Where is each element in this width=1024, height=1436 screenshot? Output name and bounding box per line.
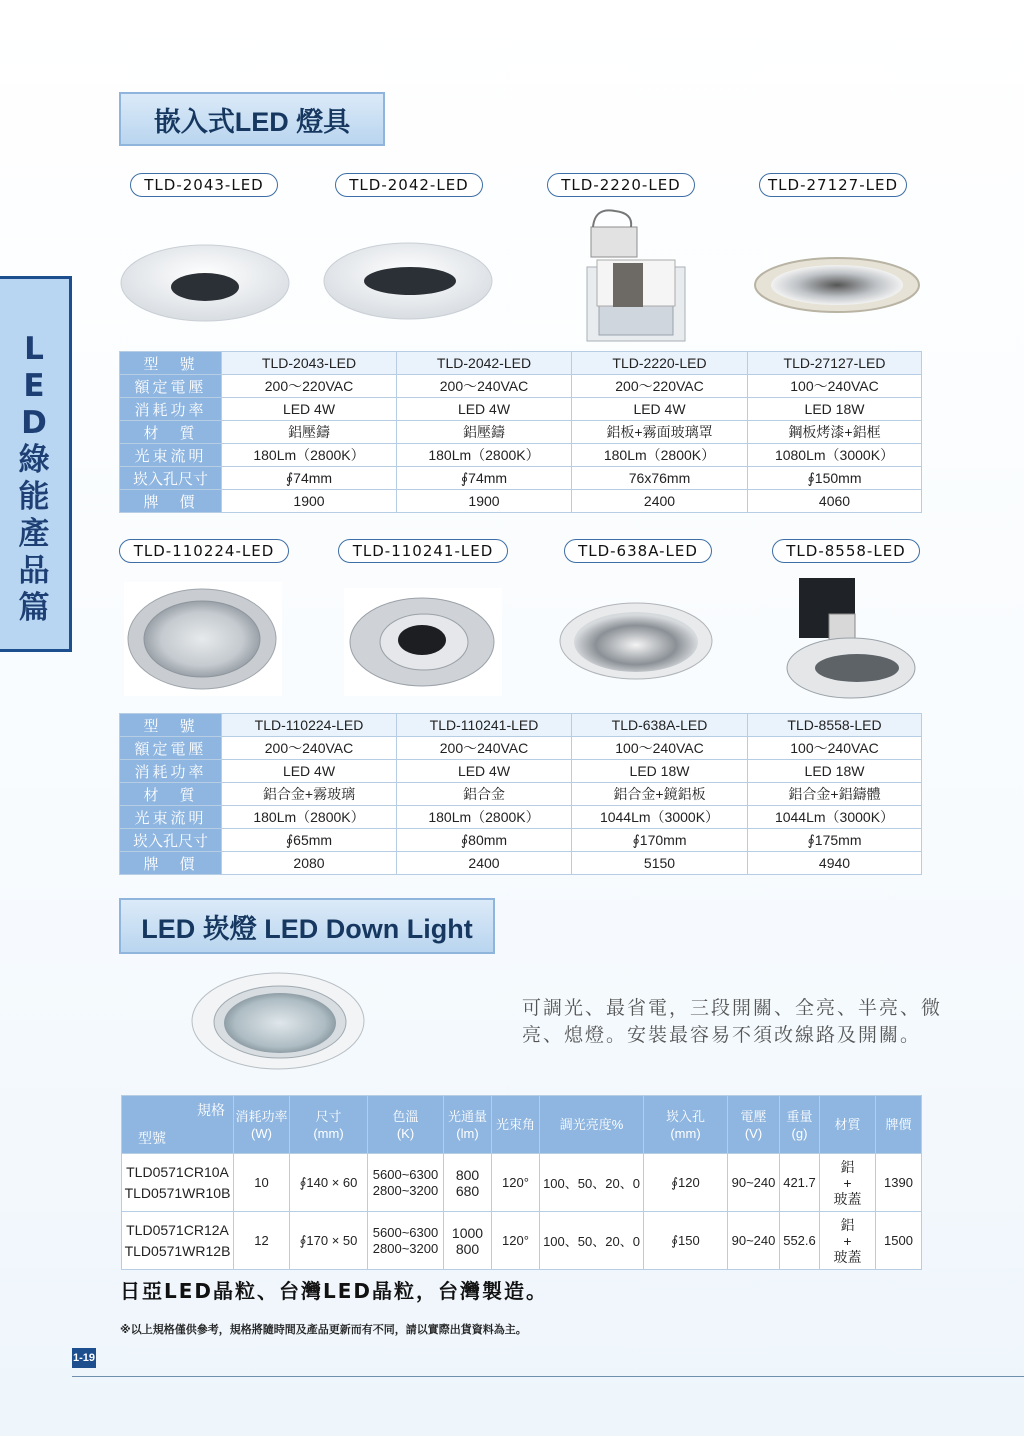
row-label: 消耗功率: [120, 760, 222, 783]
cell-lumen: [444, 1154, 492, 1212]
cell-power: 12: [234, 1212, 290, 1270]
header-weight: 重量 (g): [780, 1096, 820, 1154]
cell-voltage: 90~240: [728, 1154, 780, 1212]
table-row: [120, 829, 922, 852]
cell-voltage: 100～240VAC: [748, 375, 922, 398]
header-hole: 崁入孔 (mm): [644, 1096, 728, 1154]
material-part: 玻蓋: [833, 1248, 862, 1265]
origin-statement: 日亞LED晶粒、台灣LED晶粒，台灣製造。: [120, 1279, 549, 1303]
table-row: [120, 421, 922, 444]
table-row: [120, 852, 922, 875]
cct-value: 2800~3200: [372, 1182, 439, 1198]
cell-material: 鋁壓鑄: [397, 421, 572, 444]
product-image-tld-2042: [318, 235, 498, 325]
cell-model: TLD-638A-LED: [572, 714, 748, 737]
cell-model: TLD-110241-LED: [397, 714, 572, 737]
cell-hole: ∮150mm: [748, 467, 922, 490]
cell-power: LED 18W: [748, 760, 922, 783]
model-pill: TLD-8558-LED: [772, 539, 920, 563]
cell-price: 5150: [572, 852, 748, 875]
lumen-value: 800: [455, 1240, 480, 1257]
cell-hole: ∮74mm: [222, 467, 397, 490]
table-row: [120, 806, 922, 829]
cell-model: [122, 1154, 234, 1212]
product-image-tld-2043: [115, 235, 295, 325]
cell-material: 鋁合金: [397, 783, 572, 806]
cell-price: 2080: [222, 852, 397, 875]
cell-size: ∮170 × 50: [290, 1212, 368, 1270]
cell-hole: ∮120: [644, 1154, 728, 1212]
header-price: 牌價: [876, 1096, 922, 1154]
lumen-value: 1000: [451, 1224, 484, 1241]
cell-material: [820, 1154, 876, 1212]
spec-table-group2: [119, 713, 922, 875]
header-material: 材質: [820, 1096, 876, 1154]
cell-model: TLD-8558-LED: [748, 714, 922, 737]
row-label: 額定電壓: [120, 375, 222, 398]
model-code: TLD0571CR12A: [126, 1221, 229, 1238]
product-image-tld-8558: [785, 576, 919, 700]
row-label: 牌 價: [120, 852, 222, 875]
table-row: [122, 1212, 922, 1270]
cell-power: 10: [234, 1154, 290, 1212]
cell-price: 2400: [572, 490, 748, 513]
cell-beam-angle: 120°: [492, 1154, 540, 1212]
table-row: [120, 490, 922, 513]
cell-model: [122, 1212, 234, 1270]
table-row: [120, 783, 922, 806]
side-category-tab: [0, 276, 72, 652]
model-pill: TLD-2042-LED: [335, 173, 483, 197]
cell-price: 1500: [876, 1212, 922, 1270]
cell-material: 鋁壓鑄: [222, 421, 397, 444]
cell-hole: ∮74mm: [397, 467, 572, 490]
model-code: TLD0571WR12B: [124, 1242, 231, 1259]
model-pill: TLD-2220-LED: [547, 173, 695, 197]
cell-model: TLD-110224-LED: [222, 714, 397, 737]
cell-material: 鋁合金+霧玻璃: [222, 783, 397, 806]
header-beam-angle: 光束角: [492, 1096, 540, 1154]
corner-spec-label: 規格: [197, 1102, 225, 1118]
product-image-tld-27127: [753, 255, 923, 315]
cell-dimming: 100、50、20、0: [540, 1154, 644, 1212]
footer-divider: [72, 1376, 1024, 1377]
row-label: 額定電壓: [120, 737, 222, 760]
cct-value: 5600~6300: [372, 1224, 439, 1240]
side-category-label: LED綠能產品篇: [18, 331, 50, 626]
description-line: 可調光、最省電，三段開關、全亮、半亮、微: [522, 997, 943, 1019]
header-lumen: 光通量 (lm): [444, 1096, 492, 1154]
cell-price: 4060: [748, 490, 922, 513]
cell-cct: [368, 1212, 444, 1270]
table-row: [120, 444, 922, 467]
model-code: TLD0571WR10B: [124, 1184, 231, 1201]
cell-model: TLD-27127-LED: [748, 352, 922, 375]
material-part: +: [843, 1232, 852, 1249]
material-part: +: [843, 1174, 852, 1191]
cell-power: LED 4W: [397, 760, 572, 783]
cell-voltage: 90~240: [728, 1212, 780, 1270]
header-cct: 色溫 (K): [368, 1096, 444, 1154]
table-header-row: [122, 1096, 922, 1154]
cell-lumen: 180Lm（2800K）: [222, 806, 397, 829]
cell-hole: ∮65mm: [222, 829, 397, 852]
row-label: 型 號: [120, 714, 222, 737]
cct-value: 5600~6300: [372, 1166, 439, 1182]
header-corner: [122, 1096, 234, 1154]
model-pill: TLD-638A-LED: [564, 539, 712, 563]
product-image-tld-110241: [344, 588, 502, 696]
cell-model: TLD-2042-LED: [397, 352, 572, 375]
cell-voltage: 200～240VAC: [397, 375, 572, 398]
cell-hole: ∮170mm: [572, 829, 748, 852]
cell-price: 1390: [876, 1154, 922, 1212]
table-row: [120, 375, 922, 398]
description-line: 亮、熄燈。安裝最容易不須改線路及開關。: [522, 1024, 922, 1046]
cell-weight: 421.7: [780, 1154, 820, 1212]
cell-power: LED 4W: [572, 398, 748, 421]
cell-material: 鋁板+霧面玻璃罩: [572, 421, 748, 444]
cell-hole: 76x76mm: [572, 467, 748, 490]
row-label: 光束流明: [120, 806, 222, 829]
cell-price: 1900: [397, 490, 572, 513]
cell-hole: ∮150: [644, 1212, 728, 1270]
cell-lumen: 180Lm（2800K）: [222, 444, 397, 467]
material-part: 鋁: [840, 1216, 855, 1233]
row-label: 崁入孔尺寸: [120, 467, 222, 490]
cct-value: 2800~3200: [372, 1240, 439, 1256]
cell-voltage: 200～240VAC: [397, 737, 572, 760]
cell-voltage: 200～240VAC: [222, 737, 397, 760]
cell-hole: ∮175mm: [748, 829, 922, 852]
cell-power: LED 4W: [222, 398, 397, 421]
cell-model: TLD-2043-LED: [222, 352, 397, 375]
disclaimer-note: ※以上規格僅供參考，規格將隨時間及產品更新而有不同，請以實際出貨資料為主。: [120, 1323, 527, 1336]
header-voltage: 電壓 (V): [728, 1096, 780, 1154]
cell-power: LED 4W: [397, 398, 572, 421]
header-size: 尺寸 (mm): [290, 1096, 368, 1154]
material-part: 鋁: [840, 1158, 855, 1175]
cell-weight: 552.6: [780, 1212, 820, 1270]
corner-model-label: 型號: [138, 1130, 166, 1146]
cell-lumen: 180Lm（2800K）: [397, 444, 572, 467]
cell-material: [820, 1212, 876, 1270]
cell-power: LED 4W: [222, 760, 397, 783]
cell-material: 鋼板烤漆+鋁框: [748, 421, 922, 444]
material-part: 玻蓋: [833, 1190, 862, 1207]
cell-price: 4940: [748, 852, 922, 875]
row-label: 材 質: [120, 783, 222, 806]
cell-material: 鋁合金+鋁鑄體: [748, 783, 922, 806]
cell-size: ∮140 × 60: [290, 1154, 368, 1212]
cell-price: 1900: [222, 490, 397, 513]
cell-lumen: [444, 1212, 492, 1270]
cell-hole: ∮80mm: [397, 829, 572, 852]
table-row: [120, 760, 922, 783]
table-row: [120, 714, 922, 737]
row-label: 材 質: [120, 421, 222, 444]
model-pill: TLD-110224-LED: [119, 539, 289, 563]
table-row: [120, 467, 922, 490]
model-pill: TLD-110241-LED: [338, 539, 508, 563]
cell-lumen: 180Lm（2800K）: [397, 806, 572, 829]
lumen-value: 680: [455, 1182, 480, 1199]
row-label: 消耗功率: [120, 398, 222, 421]
cell-lumen: 1044Lm（3000K）: [748, 806, 922, 829]
product-image-downlight: [188, 968, 368, 1074]
spec-table-group1: [119, 351, 922, 513]
product-image-tld-638a: [558, 600, 716, 682]
cell-lumen: 1080Lm（3000K）: [748, 444, 922, 467]
section-title-recessed: 嵌入式LED 燈具: [119, 92, 385, 146]
row-label: 牌 價: [120, 490, 222, 513]
model-code: TLD0571CR10A: [126, 1163, 229, 1180]
table-row: [122, 1154, 922, 1212]
cell-dimming: 100、50、20、0: [540, 1212, 644, 1270]
cell-voltage: 200～220VAC: [222, 375, 397, 398]
model-pill: TLD-27127-LED: [759, 173, 907, 197]
cell-cct: [368, 1154, 444, 1212]
cell-model: TLD-2220-LED: [572, 352, 748, 375]
cell-voltage: 200～220VAC: [572, 375, 748, 398]
cell-power: LED 18W: [572, 760, 748, 783]
cell-power: LED 18W: [748, 398, 922, 421]
page-number: 1-19: [72, 1348, 96, 1368]
row-label: 光束流明: [120, 444, 222, 467]
cell-price: 2400: [397, 852, 572, 875]
cell-voltage: 100～240VAC: [572, 737, 748, 760]
section-title-downlight: LED 崁燈 LED Down Light: [119, 898, 495, 954]
model-pill: TLD-2043-LED: [130, 173, 278, 197]
row-label: 型 號: [120, 352, 222, 375]
header-power: 消耗功率 (W): [234, 1096, 290, 1154]
cell-voltage: 100～240VAC: [748, 737, 922, 760]
table-row: [120, 398, 922, 421]
product-image-tld-110224: [124, 582, 282, 696]
header-dimming: 調光亮度%: [540, 1096, 644, 1154]
table-row: [120, 352, 922, 375]
cell-lumen: 1044Lm（3000K）: [572, 806, 748, 829]
downlight-description: [522, 995, 962, 1049]
cell-beam-angle: 120°: [492, 1212, 540, 1270]
lumen-value: 800: [455, 1166, 480, 1183]
row-label: 崁入孔尺寸: [120, 829, 222, 852]
cell-material: 鋁合金+鏡鋁板: [572, 783, 748, 806]
downlight-spec-table: [121, 1095, 922, 1270]
product-image-tld-2220: [575, 205, 690, 345]
table-row: [120, 737, 922, 760]
cell-lumen: 180Lm（2800K）: [572, 444, 748, 467]
